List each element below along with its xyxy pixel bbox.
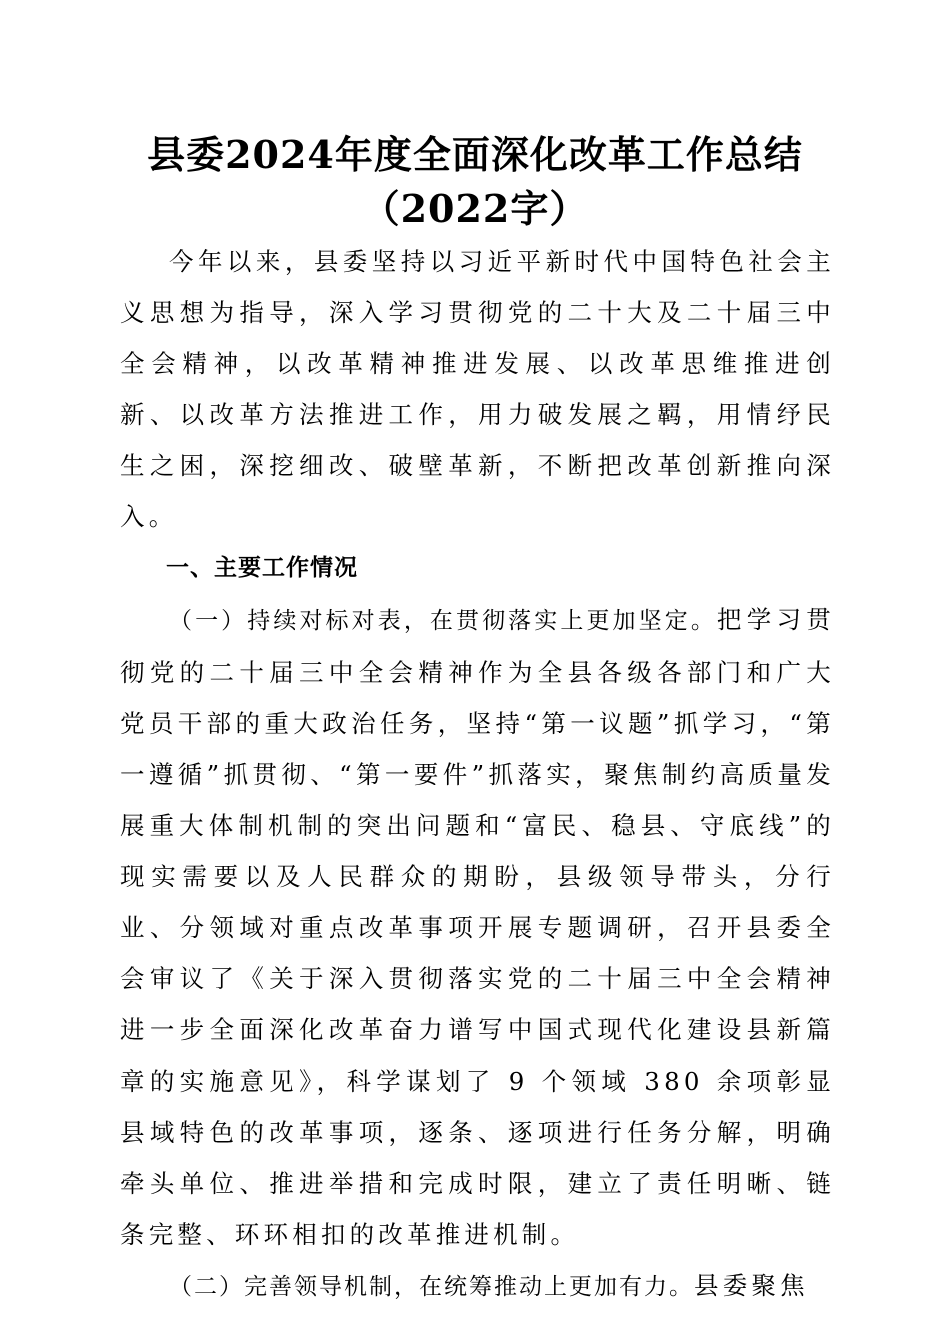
- subsection-1-heading: （一）持续对标对表，在贯彻落实上更加坚定。: [169, 607, 717, 634]
- intro-paragraph: 今年以来，县委坚持以习近平新时代中国特色社会主义思想为指导，深入学习贯彻党的二十大及二十届三中全会精神，以改革精神推进发展、以改革思维推进创新、以改革方法推进工作，用力破发展之羁，用情纾民生之困，深挖细改、破壁革新，不断把改革创新推向深入。: [120, 247, 835, 532]
- subsection-2-heading: （二）完善领导机制，在统筹推动上更加有力。: [169, 1273, 694, 1300]
- subsection-2-text: 县委聚焦: [694, 1270, 809, 1300]
- subsection-2-paragraph: [120, 1260, 835, 1313]
- document-body: [120, 236, 835, 1313]
- document-title: 县委2024年度全面深化改革工作总结（2022字）: [147, 132, 803, 231]
- subsection-1-paragraph: [120, 594, 835, 1260]
- subsection-1-text: 把学习贯彻党的二十届三中全会精神作为全县各级各部门和广大党员干部的重大政治任务，坚持“第一议题”抓学习，“第一遵循”抓贯彻、“第一要件”抓落实，聚焦制约高质量发展重大体制机制的突出问题和“富民、稳县、守底线”的现实需要以及人民群众的期盼，县级领导带头，分行业、分领域对重点改革事项开展专题调研，召开县委全会审议了《关于深入贯彻落实党的二十届三中全会精神进一步全面深化改革奋力谱写中国式现代化建设县新篇章的实施意见》，科学谋划了 9 个领域 380 余项彰显县域特色的改革事项，逐条、逐项进行任务分解，明确牵头单位、推进举措和完成时限，建立了责任明晰、链条完整、环环相扣的改革推进机制。: [120, 604, 835, 1249]
- section-heading: 一、主要工作情况: [166, 554, 358, 581]
